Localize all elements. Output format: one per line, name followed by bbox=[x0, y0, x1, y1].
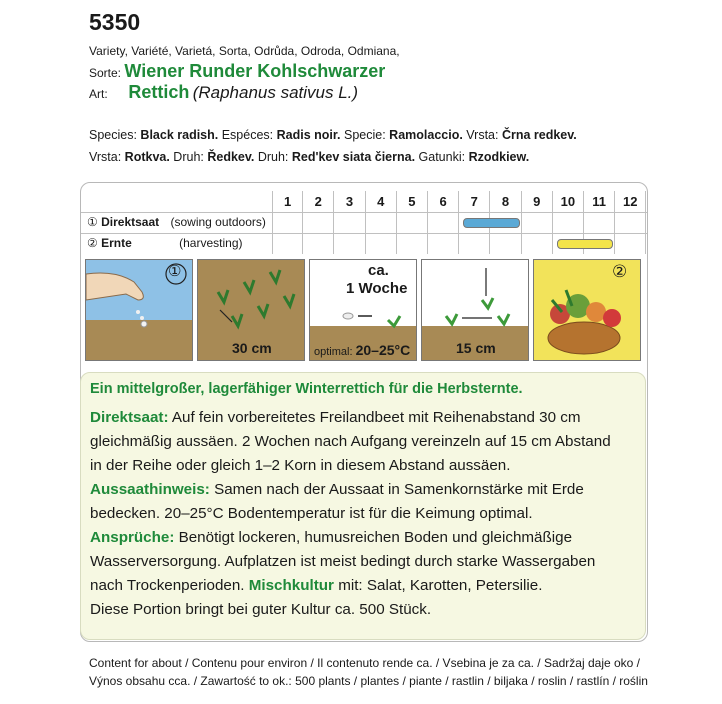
germination-ca: ca. bbox=[368, 262, 389, 279]
aussaat-heading: Aussaathinweis: bbox=[90, 481, 210, 498]
optimal-temp: 20–25°C bbox=[355, 342, 411, 358]
month-3: 3 bbox=[334, 191, 365, 254]
row-ernte bbox=[87, 236, 243, 250]
aussaat-line-1 bbox=[90, 481, 584, 498]
sorte-label: Sorte: bbox=[89, 66, 122, 80]
germination-week: 1 Woche bbox=[346, 280, 408, 297]
description-box bbox=[80, 372, 646, 640]
panel-thinning bbox=[421, 259, 529, 361]
species-lang-value: Rotkva. bbox=[124, 150, 170, 164]
species-lang-label: Species: bbox=[89, 128, 141, 142]
species-lang-value: Rzodkiew. bbox=[468, 150, 530, 164]
species-name: Rettich bbox=[128, 82, 190, 102]
ernte-note: (harvesting) bbox=[179, 236, 243, 250]
anspruche-text-1: Benötigt lockeren, humusreichen Boden und gleichmäßige bbox=[174, 529, 573, 546]
direktsaat-note: (sowing outdoors) bbox=[170, 215, 266, 229]
month-12: 12 bbox=[615, 191, 646, 254]
art-row bbox=[89, 82, 358, 103]
variety-languages: Variety, Variété, Varietá, Sorta, Odrůda, Odroda, Odmiana, bbox=[89, 44, 400, 58]
month-8: 8 bbox=[490, 191, 521, 254]
variety-name: Wiener Runder Kohlschwarzer bbox=[124, 61, 386, 81]
panel-1-badge: ① bbox=[168, 263, 182, 280]
direktsaat-line-3: in der Reihe oder gleich 1–2 Korn in diesem Abstand aussäen. bbox=[90, 457, 511, 474]
panel-sowing bbox=[85, 259, 193, 361]
species-line-2 bbox=[89, 150, 529, 164]
harvest-period-bar bbox=[557, 239, 613, 249]
species-lang-value: Črna redkev. bbox=[501, 128, 577, 142]
intro-line: Ein mittelgroßer, lagerfähiger Winterrettich für die Herbsternte. bbox=[90, 381, 523, 397]
marker-1: ① bbox=[87, 215, 98, 229]
marker-2: ② bbox=[87, 236, 98, 250]
calendar-row-divider bbox=[81, 212, 647, 213]
direktsaat-line-1 bbox=[90, 409, 581, 426]
species-lang-label: Specie: bbox=[340, 128, 390, 142]
species-lang-value: Radis noir. bbox=[276, 128, 341, 142]
species-lang-label: Vrsta: bbox=[462, 128, 502, 142]
aussaat-text-1: Samen nach der Aussaat in Samenkornstärke mit Erde bbox=[209, 481, 584, 498]
month-11: 11 bbox=[584, 191, 615, 254]
panel-5-badge: ② bbox=[612, 262, 628, 281]
mischkultur-heading: Mischkultur bbox=[248, 577, 334, 594]
art-label: Art: bbox=[89, 87, 108, 101]
panel-germination bbox=[309, 259, 417, 361]
species-lang-value: Ředkev. bbox=[207, 150, 255, 164]
portion-line: Diese Portion bringt bei guter Kultur ca. 500 Stück. bbox=[90, 601, 432, 618]
aussaat-line-2: bedecken. 20–25°C Bodentemperatur ist für die Keimung optimal. bbox=[90, 505, 533, 522]
direktsaat-label: Direktsaat bbox=[101, 215, 160, 229]
month-2: 2 bbox=[303, 191, 334, 254]
panel-spacing-30 bbox=[197, 259, 305, 361]
month-5: 5 bbox=[397, 191, 428, 254]
species-lang-label: Vrsta: bbox=[89, 150, 125, 164]
species-lang-label: Espéces: bbox=[218, 128, 277, 142]
direktsaat-line-2: gleichmäßig aussäen. 2 Wochen nach Aufgang vereinzeln auf 15 cm Abstand bbox=[90, 433, 611, 450]
species-lang-label: Druh: bbox=[169, 150, 208, 164]
footer-line-1: Content for about / Contenu pour environ / Il contenuto rende ca. / Vsebina je za ca. / Sadržaj daje oko / bbox=[89, 656, 641, 670]
month-7: 7 bbox=[459, 191, 490, 254]
direktsaat-text-1: Auf fein vorbereitetes Freilandbeet mit Reihenabstand 30 cm bbox=[168, 409, 581, 426]
sorte-row bbox=[89, 61, 385, 82]
anspruche-text-3b: mit: Salat, Karotten, Petersilie. bbox=[333, 577, 543, 594]
spacing-15-label: 15 cm bbox=[456, 340, 496, 356]
temp-row bbox=[314, 342, 410, 358]
ernte-label: Ernte bbox=[101, 236, 132, 250]
species-lang-label: Gatunki: bbox=[415, 150, 469, 164]
calendar-row-divider bbox=[81, 233, 647, 234]
latin-name: (Raphanus sativus L.) bbox=[192, 83, 359, 102]
anspruche-line-2: Wasserversorgung. Aufplatzen ist meist bedingt durch starke Wassergaben bbox=[90, 553, 596, 570]
month-4: 4 bbox=[366, 191, 397, 254]
direktsaat-heading: Direktsaat: bbox=[90, 409, 169, 426]
footer-line-2: Výnos obsahu cca. / Zawartość to ok.: 500 plants / plantes / piante / rastlin / biljaka / roslin / rastlín / roślin bbox=[89, 674, 648, 688]
anspruche-line-3 bbox=[90, 577, 542, 594]
sowing-period-bar bbox=[463, 218, 519, 228]
panel-harvest bbox=[533, 259, 641, 361]
month-9: 9 bbox=[522, 191, 553, 254]
anspruche-heading: Ansprüche: bbox=[90, 529, 175, 546]
anspruche-line-1 bbox=[90, 529, 572, 546]
row-direktsaat bbox=[87, 215, 266, 229]
month-1: 1 bbox=[272, 191, 303, 254]
species-lang-value: Ramolaccio. bbox=[389, 128, 463, 142]
species-line-1 bbox=[89, 128, 577, 142]
product-number: 5350 bbox=[89, 9, 141, 35]
optimal-label: optimal: bbox=[314, 346, 353, 358]
species-lang-value: Red'kev siata čierna. bbox=[291, 150, 416, 164]
spacing-30-label: 30 cm bbox=[232, 340, 272, 356]
species-lang-value: Black radish. bbox=[140, 128, 219, 142]
anspruche-text-3a: nach Trockenperioden. bbox=[90, 577, 249, 594]
month-10: 10 bbox=[553, 191, 584, 254]
month-6: 6 bbox=[428, 191, 459, 254]
species-lang-label: Druh: bbox=[254, 150, 292, 164]
